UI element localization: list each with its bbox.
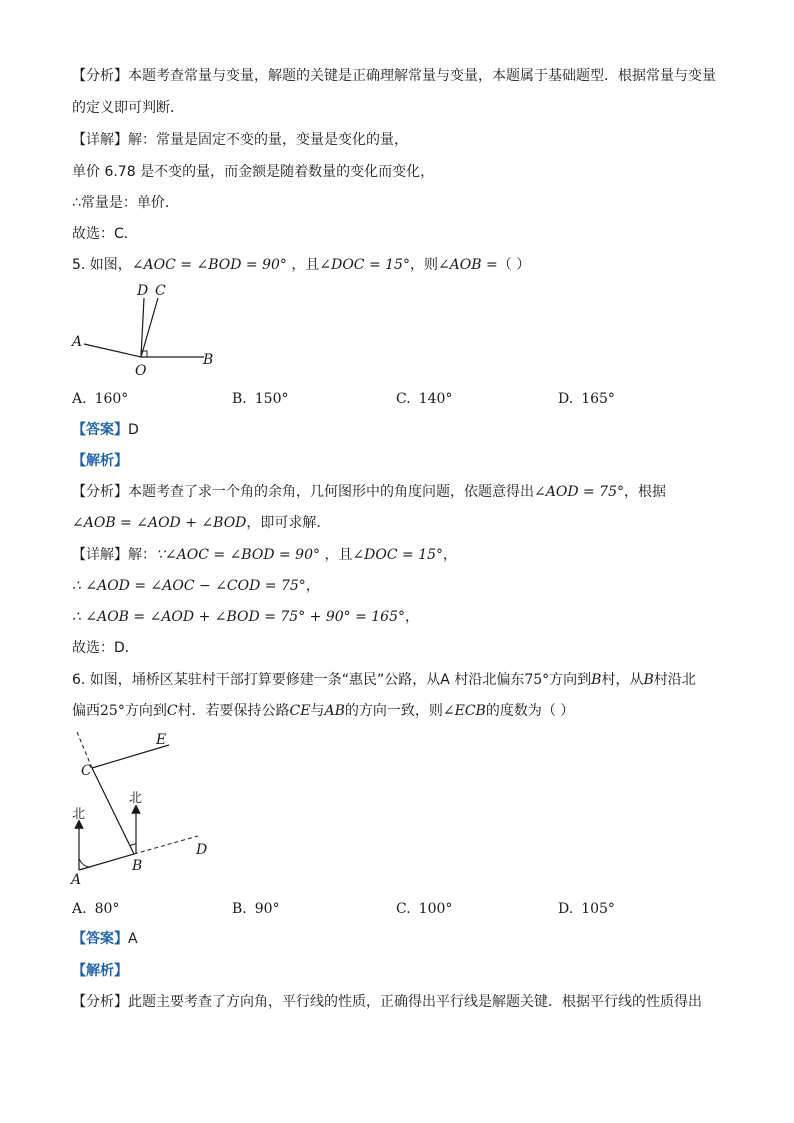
q6-angle-arc-b	[130, 844, 136, 846]
q5-step1-end: ，	[305, 578, 320, 594]
q5-option-a-value: 160°	[94, 391, 129, 407]
q6-figure	[66, 726, 226, 886]
q5-option-d[interactable]	[558, 389, 615, 409]
q5-option-c-letter: C.	[396, 391, 411, 407]
q5-option-c[interactable]	[396, 389, 452, 409]
q6-stem-line2	[72, 701, 732, 721]
q6-option-a-value: 80°	[94, 901, 120, 917]
q5-option-a-letter: A.	[72, 391, 87, 407]
q6-stem-l2-c: 村．若要保持公路	[177, 703, 290, 719]
q6-stem-l2-m5: ∠ECB	[442, 703, 486, 719]
prev-choose: 故选：C．	[72, 226, 138, 242]
q5-label-a: A	[72, 334, 83, 350]
q6-stem-l1-m3: B	[643, 672, 654, 688]
q5-option-b-value: 150°	[254, 391, 289, 407]
q6-option-d-letter: D.	[558, 901, 574, 917]
q5-stem-prefix: 5. 如图，	[72, 257, 132, 273]
q5-step1	[72, 576, 732, 596]
q6-stem-l2-d: 与	[310, 703, 325, 719]
q6-option-d-value: 105°	[581, 901, 615, 917]
q6-option-b-value: 90°	[254, 901, 280, 917]
q6-stem-l2-a: 偏西	[72, 703, 100, 719]
prev-detail-line2: 单价 6.78 是不变的量，而金额是随着数量的变化而变化，	[72, 164, 435, 180]
q6-stem-l2-m: 25°	[100, 703, 125, 719]
q6-answer: A	[128, 931, 138, 947]
q5-option-d-value: 165°	[581, 391, 615, 407]
q6-angle-arc-a	[79, 858, 91, 867]
q6-label-north-b: 北	[129, 791, 143, 806]
q6-segment-cb	[92, 768, 134, 854]
q5-label-b: B	[203, 352, 214, 368]
q5-step2-math: ∴ ∠AOB = ∠AOD + ∠BOD = 75° + 90° = 165°	[72, 609, 405, 625]
q5-step2	[72, 607, 732, 627]
q6-stem-line1	[72, 670, 732, 690]
prev-detail-line1: 【详解】解：常量是固定不变的量，变量是变化的量，	[72, 132, 408, 148]
q5-explain-tag: 【解析】	[72, 453, 128, 469]
q5-stem	[72, 255, 732, 275]
q5-analysis-math1: ∠AOD = 75°	[534, 484, 624, 500]
q6-option-d[interactable]	[558, 899, 615, 919]
q6-stem-l1-c: 村，从	[601, 672, 644, 688]
q6-stem-l1-m: 75°	[524, 672, 550, 688]
q5-detail-end: ，	[443, 547, 458, 563]
q5-stem-math3: ∠AOB =	[437, 257, 498, 273]
q5-stem-mid2: ，则	[409, 257, 438, 273]
q5-answer-line	[72, 420, 732, 440]
q6-option-c[interactable]	[396, 899, 452, 919]
q5-step2-end: ，	[405, 609, 419, 625]
q5-detail-math2: ∠DOC = 15°	[352, 547, 444, 563]
q5-analysis-suffix2: ，即可求解．	[246, 515, 331, 531]
q5-label-c: C	[155, 283, 166, 299]
prev-detail-line3: ∴常量是：单价．	[72, 195, 179, 211]
q6-option-c-letter: C.	[396, 901, 411, 917]
q5-detail-line	[72, 545, 732, 565]
q5-stem-mid: ，且	[286, 257, 320, 273]
q6-stem-l2-m2: C	[166, 703, 178, 719]
q5-analysis-prefix: 【分析】本题考查了求一个角的余角，几何图形中的角度问题，依题意得出	[72, 484, 534, 500]
q5-choose: 故选：D．	[72, 640, 139, 656]
q6-explain-tag: 【解析】	[72, 963, 128, 979]
q6-option-c-value: 100°	[418, 901, 453, 917]
q6-stem-l2-e: 的方向一致，则	[344, 703, 443, 719]
q5-detail-prefix: 【详解】解：	[72, 547, 156, 563]
q5-label-o: O	[135, 363, 147, 379]
q6-answer-tag: 【答案】	[72, 931, 128, 947]
q5-analysis-line1	[72, 482, 732, 502]
q6-dashed-bd	[134, 836, 198, 854]
q6-stem-l1-m2: B	[591, 672, 602, 688]
q6-segment-ab	[79, 854, 134, 870]
q5-option-c-value: 140°	[418, 391, 453, 407]
q5-ray-oa	[84, 344, 141, 357]
q5-detail-math1: ∵∠AOC = ∠BOD = 90°	[156, 547, 320, 563]
q5-detail-mid: ，且	[320, 547, 353, 563]
q5-answer: D	[128, 422, 139, 438]
q6-label-e: E	[156, 732, 167, 748]
q5-label-d: D	[137, 283, 149, 299]
q6-option-a-letter: A.	[72, 901, 87, 917]
q6-label-d: D	[196, 842, 208, 858]
q6-analysis-line: 【分析】此题主要考查了方向角，平行线的性质，正确得出平行线是解题关键．根据平行线的性质得出	[72, 994, 702, 1010]
q6-label-a: A	[71, 872, 82, 886]
q6-stem-l1-d: 村沿北	[653, 672, 696, 688]
q6-stem-l1-b: 方向到	[549, 672, 592, 688]
q5-answer-tag: 【答案】	[72, 422, 128, 438]
prev-analysis-line2: 的定义即可判断．	[72, 100, 184, 116]
q6-label-north-a: 北	[72, 807, 86, 822]
q6-option-a[interactable]	[72, 899, 119, 919]
q6-stem-l2-m4: AB	[324, 703, 345, 719]
q6-stem-l2-m3: CE	[289, 703, 311, 719]
q5-stem-suffix: （ ）	[497, 257, 531, 273]
q6-stem-l2-b: 方向到	[124, 703, 167, 719]
q5-option-d-letter: D.	[558, 391, 574, 407]
q5-stem-math2: ∠DOC = 15°	[319, 257, 410, 273]
q6-label-b: B	[132, 858, 143, 874]
prev-analysis-line1: 【分析】本题考查常量与变量，解题的关键是正确理解常量与变量，本题属于基础题型．根据常量与变量	[72, 68, 716, 84]
q6-answer-line	[72, 929, 732, 949]
q5-stem-math1: ∠AOC = ∠BOD = 90°	[131, 257, 287, 273]
q6-stem-l1-a: 6. 如图，埇桥区某驻村干部打算要修建一条“惠民”公路，从A 村沿北偏东	[72, 672, 525, 688]
q5-option-a[interactable]	[72, 389, 128, 409]
q6-option-b[interactable]	[232, 899, 280, 919]
q6-option-b-letter: B.	[232, 901, 247, 917]
q5-analysis-math2: ∠AOB = ∠AOD + ∠BOD	[72, 515, 247, 531]
q5-analysis-line2	[72, 513, 732, 533]
q5-figure	[66, 280, 236, 380]
q5-step1-math: ∴ ∠AOD = ∠AOC − ∠COD = 75°	[72, 578, 306, 594]
q6-stem-l2-f: 的度数为（ ）	[485, 703, 575, 719]
q5-analysis-suffix: ，根据	[624, 484, 666, 500]
q6-segment-ce	[92, 745, 169, 768]
q5-option-b[interactable]	[232, 389, 288, 409]
q6-label-c: C	[81, 763, 92, 779]
q5-option-b-letter: B.	[232, 391, 247, 407]
q5-explain-line	[72, 451, 732, 471]
q6-explain-line	[72, 961, 732, 981]
